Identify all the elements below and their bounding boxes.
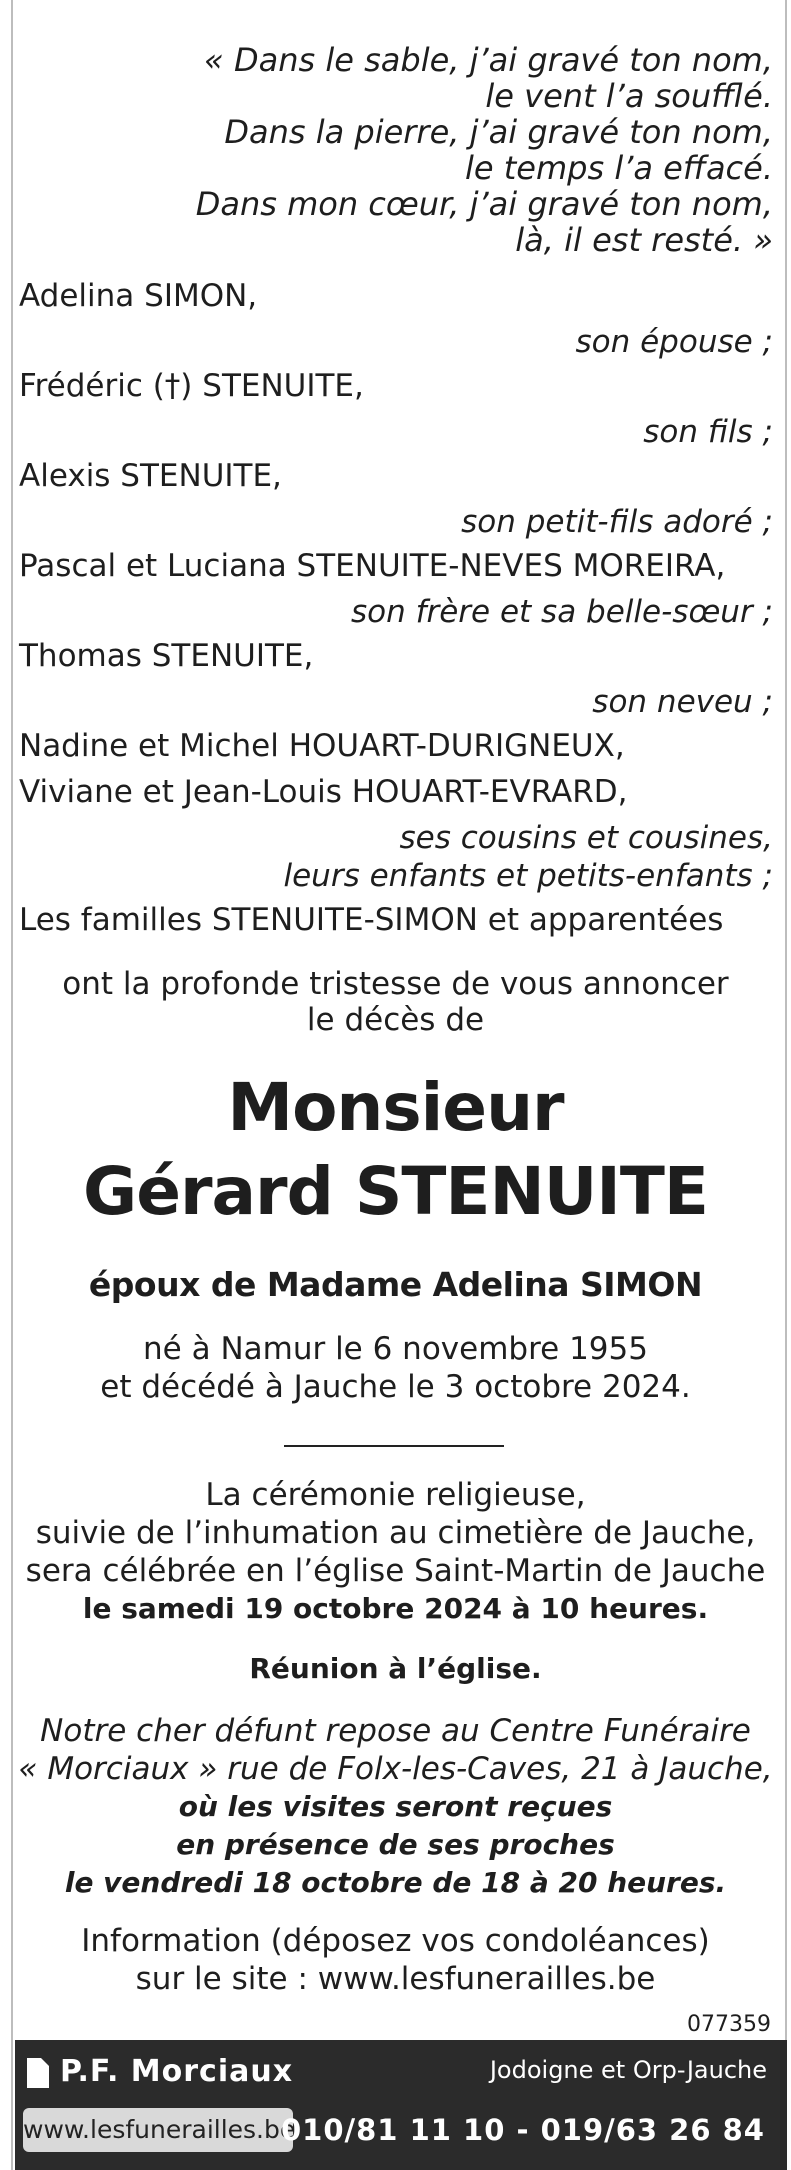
family-relation-2: son fils ; xyxy=(643,414,773,450)
family-relation-8: leurs enfants et petits-enfants ; xyxy=(283,858,773,894)
document-logo-icon xyxy=(27,2058,49,2088)
ceremony-line-3: sera célébrée en l’église Saint-Martin de Jauche xyxy=(25,1553,766,1589)
family-name-9: Les familles STENUITE-SIMON et apparentées xyxy=(19,902,724,938)
poem-line-1: « Dans le sable, j’ai gravé ton nom, xyxy=(204,41,773,79)
family-relation-4: son frère et sa belle-sœur ; xyxy=(350,594,773,630)
birth-line: né à Namur le 6 novembre 1955 xyxy=(143,1331,648,1367)
poem-line-3: Dans la pierre, j’ai gravé ton nom, xyxy=(224,113,773,151)
poem-line-4: le temps l’a effacé. xyxy=(465,149,773,187)
info-line-2: sur le site : www.lesfunerailles.be xyxy=(135,1961,656,1997)
poem-line-5: Dans mon cœur, j’ai gravé ton nom, xyxy=(195,185,773,223)
family-relation-7: ses cousins et cousines, xyxy=(399,820,773,856)
phone-numbers: 010/81 11 10 - 019/63 26 84 xyxy=(280,2113,765,2147)
poem-line-6: là, il est resté. » xyxy=(515,221,773,259)
deceased-title: Monsieur xyxy=(227,1069,564,1146)
ceremony-line-1: La cérémonie religieuse, xyxy=(205,1477,586,1513)
family-name-6: Nadine et Michel HOUART-DURIGNEUX, xyxy=(19,728,625,764)
visits-line-1: où les visites seront reçues xyxy=(178,1790,613,1823)
funeral-home-brand: P.F. Morciaux xyxy=(60,2054,294,2089)
family-relation-5: son neveu ; xyxy=(592,684,773,720)
deceased-name: Gérard STENUITE xyxy=(83,1153,708,1230)
rest-line-2: « Morciaux » rue de Folx-les-Caves, 21 à Jauche, xyxy=(18,1751,773,1787)
poem-line-2: le vent l’a soufflé. xyxy=(485,77,773,115)
deceased-spouse: époux de Madame Adelina SIMON xyxy=(88,1265,703,1304)
section-divider xyxy=(284,1445,504,1447)
family-name-3: Alexis STENUITE, xyxy=(19,458,282,494)
visits-line-2: en présence de ses proches xyxy=(176,1828,615,1861)
ceremony-line-2: suivie de l’inhumation au cimetière de Jauche, xyxy=(35,1515,756,1551)
website-link[interactable]: www.lesfunerailles.be xyxy=(23,2108,293,2152)
death-line: et décédé à Jauche le 3 octobre 2024. xyxy=(100,1369,691,1405)
ceremony-date: le samedi 19 octobre 2024 à 10 heures. xyxy=(82,1592,709,1625)
family-name-1: Adelina SIMON, xyxy=(19,278,258,314)
announce-line-2: le décès de xyxy=(306,1002,485,1038)
family-relation-1: son épouse ; xyxy=(575,324,773,360)
family-name-5: Thomas STENUITE, xyxy=(19,638,314,674)
funeral-home-footer xyxy=(15,2040,787,2170)
family-name-2: Frédéric (†) STENUITE, xyxy=(19,368,364,404)
rest-line-1: Notre cher défunt repose au Centre Funéraire xyxy=(40,1713,751,1749)
reunion-text: Réunion à l’église. xyxy=(249,1652,542,1685)
family-name-4: Pascal et Luciana STENUITE-NEVES MOREIRA, xyxy=(19,548,726,584)
notice-code: 077359 xyxy=(687,2012,771,2037)
announce-line-1: ont la profonde tristesse de vous annoncer xyxy=(62,966,729,1002)
funeral-home-region: Jodoigne et Orp-Jauche xyxy=(489,2056,767,2084)
family-relation-3: son petit-fils adoré ; xyxy=(461,504,773,540)
info-line-1: Information (déposez vos condoléances) xyxy=(81,1923,710,1959)
visits-line-3: le vendredi 18 octobre de 18 à 20 heures. xyxy=(64,1866,727,1899)
family-name-7: Viviane et Jean-Louis HOUART-EVRARD, xyxy=(19,774,628,810)
